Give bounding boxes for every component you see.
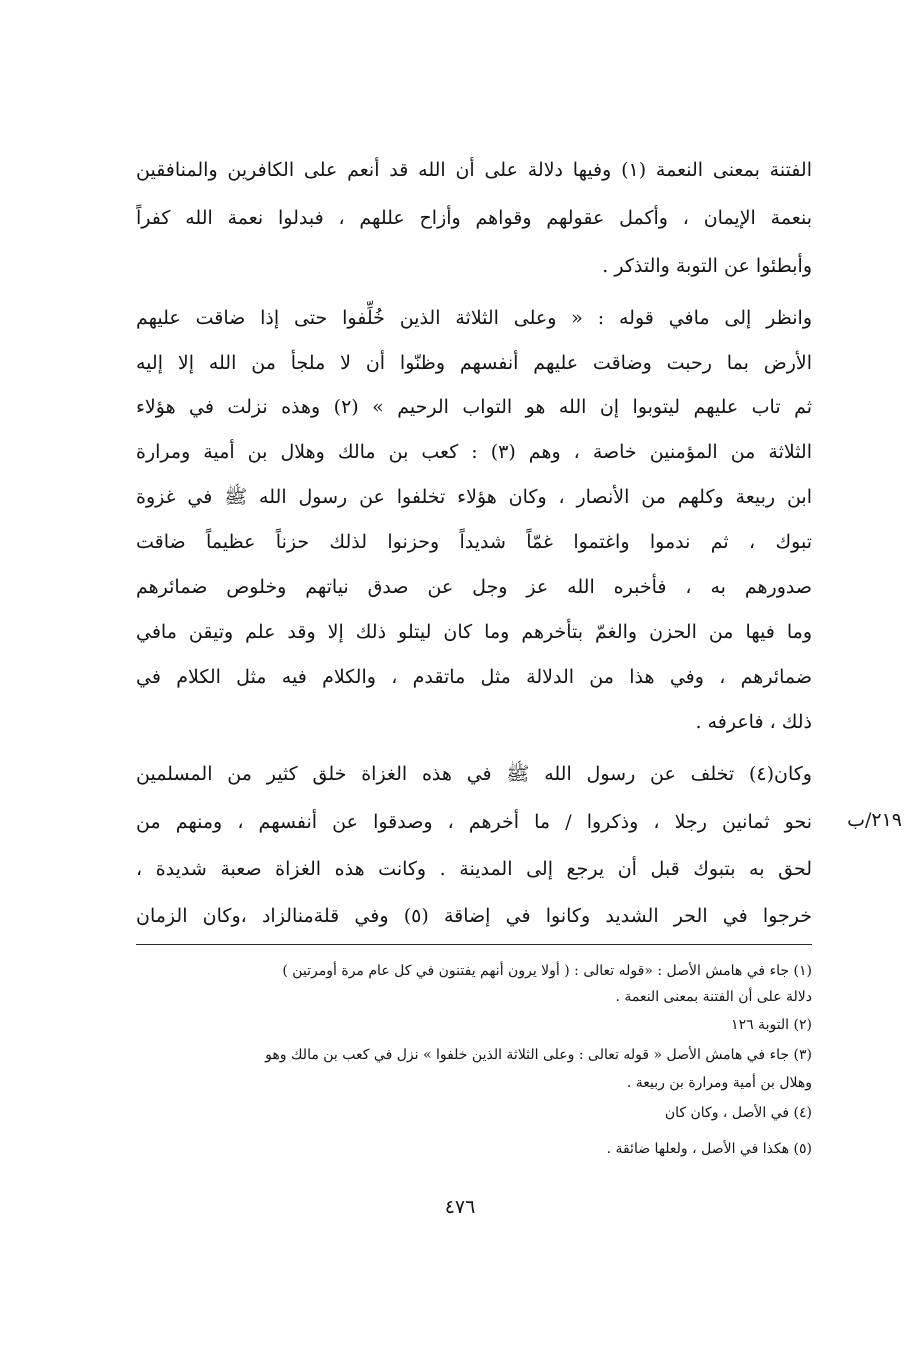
body-line: ابن ربيعة وكلهم من الأنصار ، وكان هؤلاء تخلفوا عن رسول الله ﷺ في غزوة <box>136 486 812 508</box>
footnote-line: (٢) التوبة ١٢٦ <box>731 1017 812 1033</box>
page-number: ٤٧٦ <box>444 1196 476 1218</box>
footnote-line: دلالة على أن الفتنة بمعنى النعمة . <box>615 989 812 1005</box>
footnote-line: (٤) في الأصل ، وكان كان <box>664 1105 812 1121</box>
footnote-line: (٥) هكذا في الأصل ، ولعلها ضائقة . <box>606 1141 812 1157</box>
body-line: وأبطئوا عن التوبة والتذكر . <box>602 255 812 277</box>
footnote-line: وهلال بن أمية ومرارة بن ربيعة . <box>626 1075 812 1091</box>
body-line: وكان(٤) تخلف عن رسول الله ﷺ في هذه الغزاة خلق كثير من المسلمين <box>136 763 812 785</box>
body-line: الفتنة بمعنى النعمة (١) وفيها دلالة على أن الله قد أنعم على الكافرين والمنافقين <box>136 159 812 181</box>
body-line: الثلاثة من المؤمنين خاصة ، وهم (٣) : كعب بن مالك وهلال بن أمية ومرارة <box>136 441 812 463</box>
body-line: ذلك ، فاعرفه . <box>695 711 812 733</box>
footnote-separator <box>136 944 812 945</box>
body-line: خرجوا في الحر الشديد وكانوا في إضاقة (٥) وفي قلةمنالزاد ،وكان الزمان <box>136 905 812 927</box>
body-line: وانظر إلى مافي قوله : « وعلى الثلاثة الذين خُلِّفوا حتى إذا ضاقت عليهم <box>136 307 812 329</box>
body-line: صدورهم به ، فأخبره الله عز وجل عن صدق نياتهم وخلوص ضمائرهم <box>136 576 812 598</box>
body-line: نحو ثمانين رجلا ، وذكروا / ما أخرهم ، وصدقوا عن أنفسهم ، ومنهم من <box>136 811 812 833</box>
footnote-line: (١) جاء في هامش الأصل : «قوله تعالى : ( أولا يرون أنهم يفتنون في كل عام مرة أومرتين ) <box>282 963 812 979</box>
body-line: الأرض بما رحبت وضاقت عليهم أنفسهم وظنّوا أن لا ملجأ من الله إلا إليه <box>136 352 812 374</box>
body-line: لحق به بتبوك قبل أن يرجع إلى المدينة . وكانت هذه الغزاة صعبة شديدة ، <box>136 858 812 880</box>
body-line: تبوك ، ثم ندموا واغتموا غمّاً شديداً وحزنوا لذلك حزناً عظيماً ضاقت <box>136 531 812 553</box>
body-line: بنعمة الإيمان ، وأكمل عقولهم وقواهم وأزاح عللهم ، فبدلوا نعمة الله كفراً <box>136 207 812 229</box>
manuscript-folio-note: ٢١٩/ب <box>847 809 902 831</box>
body-line: وما فيها من الحزن والغمّ بتأخرهم وما كان ليتلو ذلك إلا وقد علم وتيقن مافي <box>136 621 812 643</box>
footnote-line: (٣) جاء في هامش الأصل « قوله تعالى : وعلى الثلاثة الذين خلفوا » نزل في كعب بن مالك وهو <box>265 1047 812 1063</box>
body-line: ضمائرهم ، وفي هذا من الدلالة مثل ماتقدم ، والكلام فيه مثل الكلام في <box>136 666 812 688</box>
body-line: ثم تاب عليهم ليتوبوا إن الله هو التواب الرحيم » (٢) وهذه نزلت في هؤلاء <box>136 396 812 418</box>
